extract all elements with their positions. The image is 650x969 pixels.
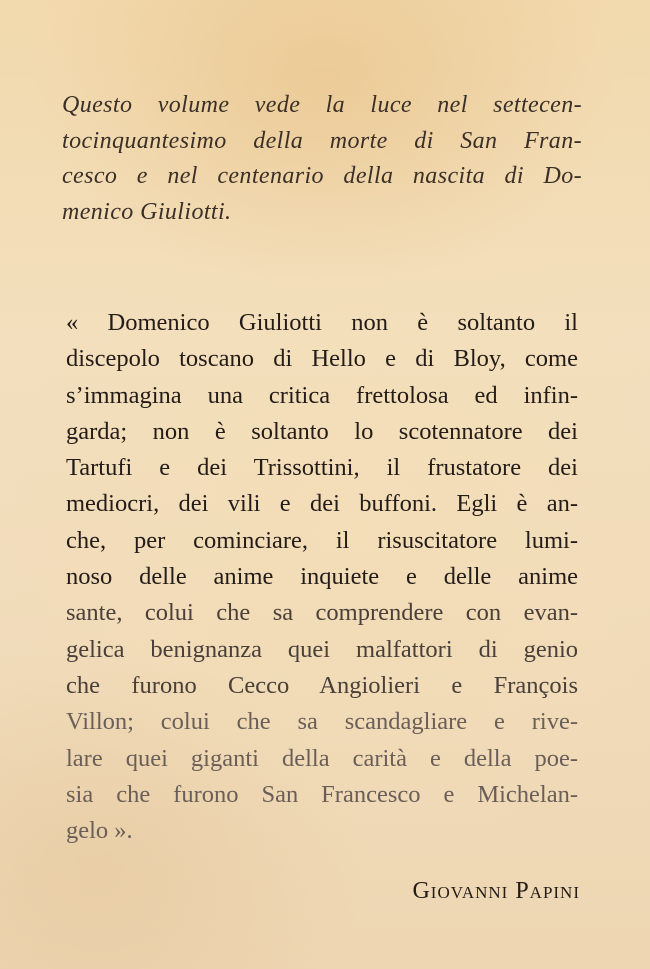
dedication-line: menico Giuliotti. [62,198,232,225]
quote-line: noso delle anime inquiete e delle anime [66,563,578,591]
quote-paragraph [66,305,578,849]
dedication-line: tocinquantesimo della morte di San Fran- [62,127,582,154]
dedication-line: cesco e nel centenario della nascita di Do- [62,163,582,189]
quote-line: « Domenico Giuliotti non è soltanto il [66,309,578,336]
quote-line: mediocri, dei vili e dei buffoni. Egli è an- [66,490,578,518]
quote-line: Tartufi e dei Trissottini, il frustatore dei [66,454,578,482]
quote-line: discepolo toscano di Hello e di Bloy, come [66,345,578,373]
quote-line: lare quei giganti della carità e della poe- [66,744,578,772]
quote-line: sia che furono San Francesco e Michelan- [66,780,578,808]
quote-line: s’immagina una critica frettolosa ed infin- [66,381,578,409]
quote-line: gelica benignanza quei malfattori di genio [66,635,578,663]
quote-line: che, per cominciare, il risuscitatore lumi- [66,526,578,554]
quote-line: sante, colui che sa comprendere con evan- [66,599,578,627]
author-signature: Giovanni Papini [412,878,580,904]
quote-line: gelo ». [66,817,133,845]
dedication-paragraph [62,88,582,230]
quote-line: Villon; colui che sa scandagliare e rive- [66,708,578,736]
quote-line: garda; non è soltanto lo scotennatore dei [66,417,578,445]
dedication-line: Questo volume vede la luce nel settecen- [62,92,582,118]
quote-line: che furono Cecco Angiolieri e François [66,671,578,699]
